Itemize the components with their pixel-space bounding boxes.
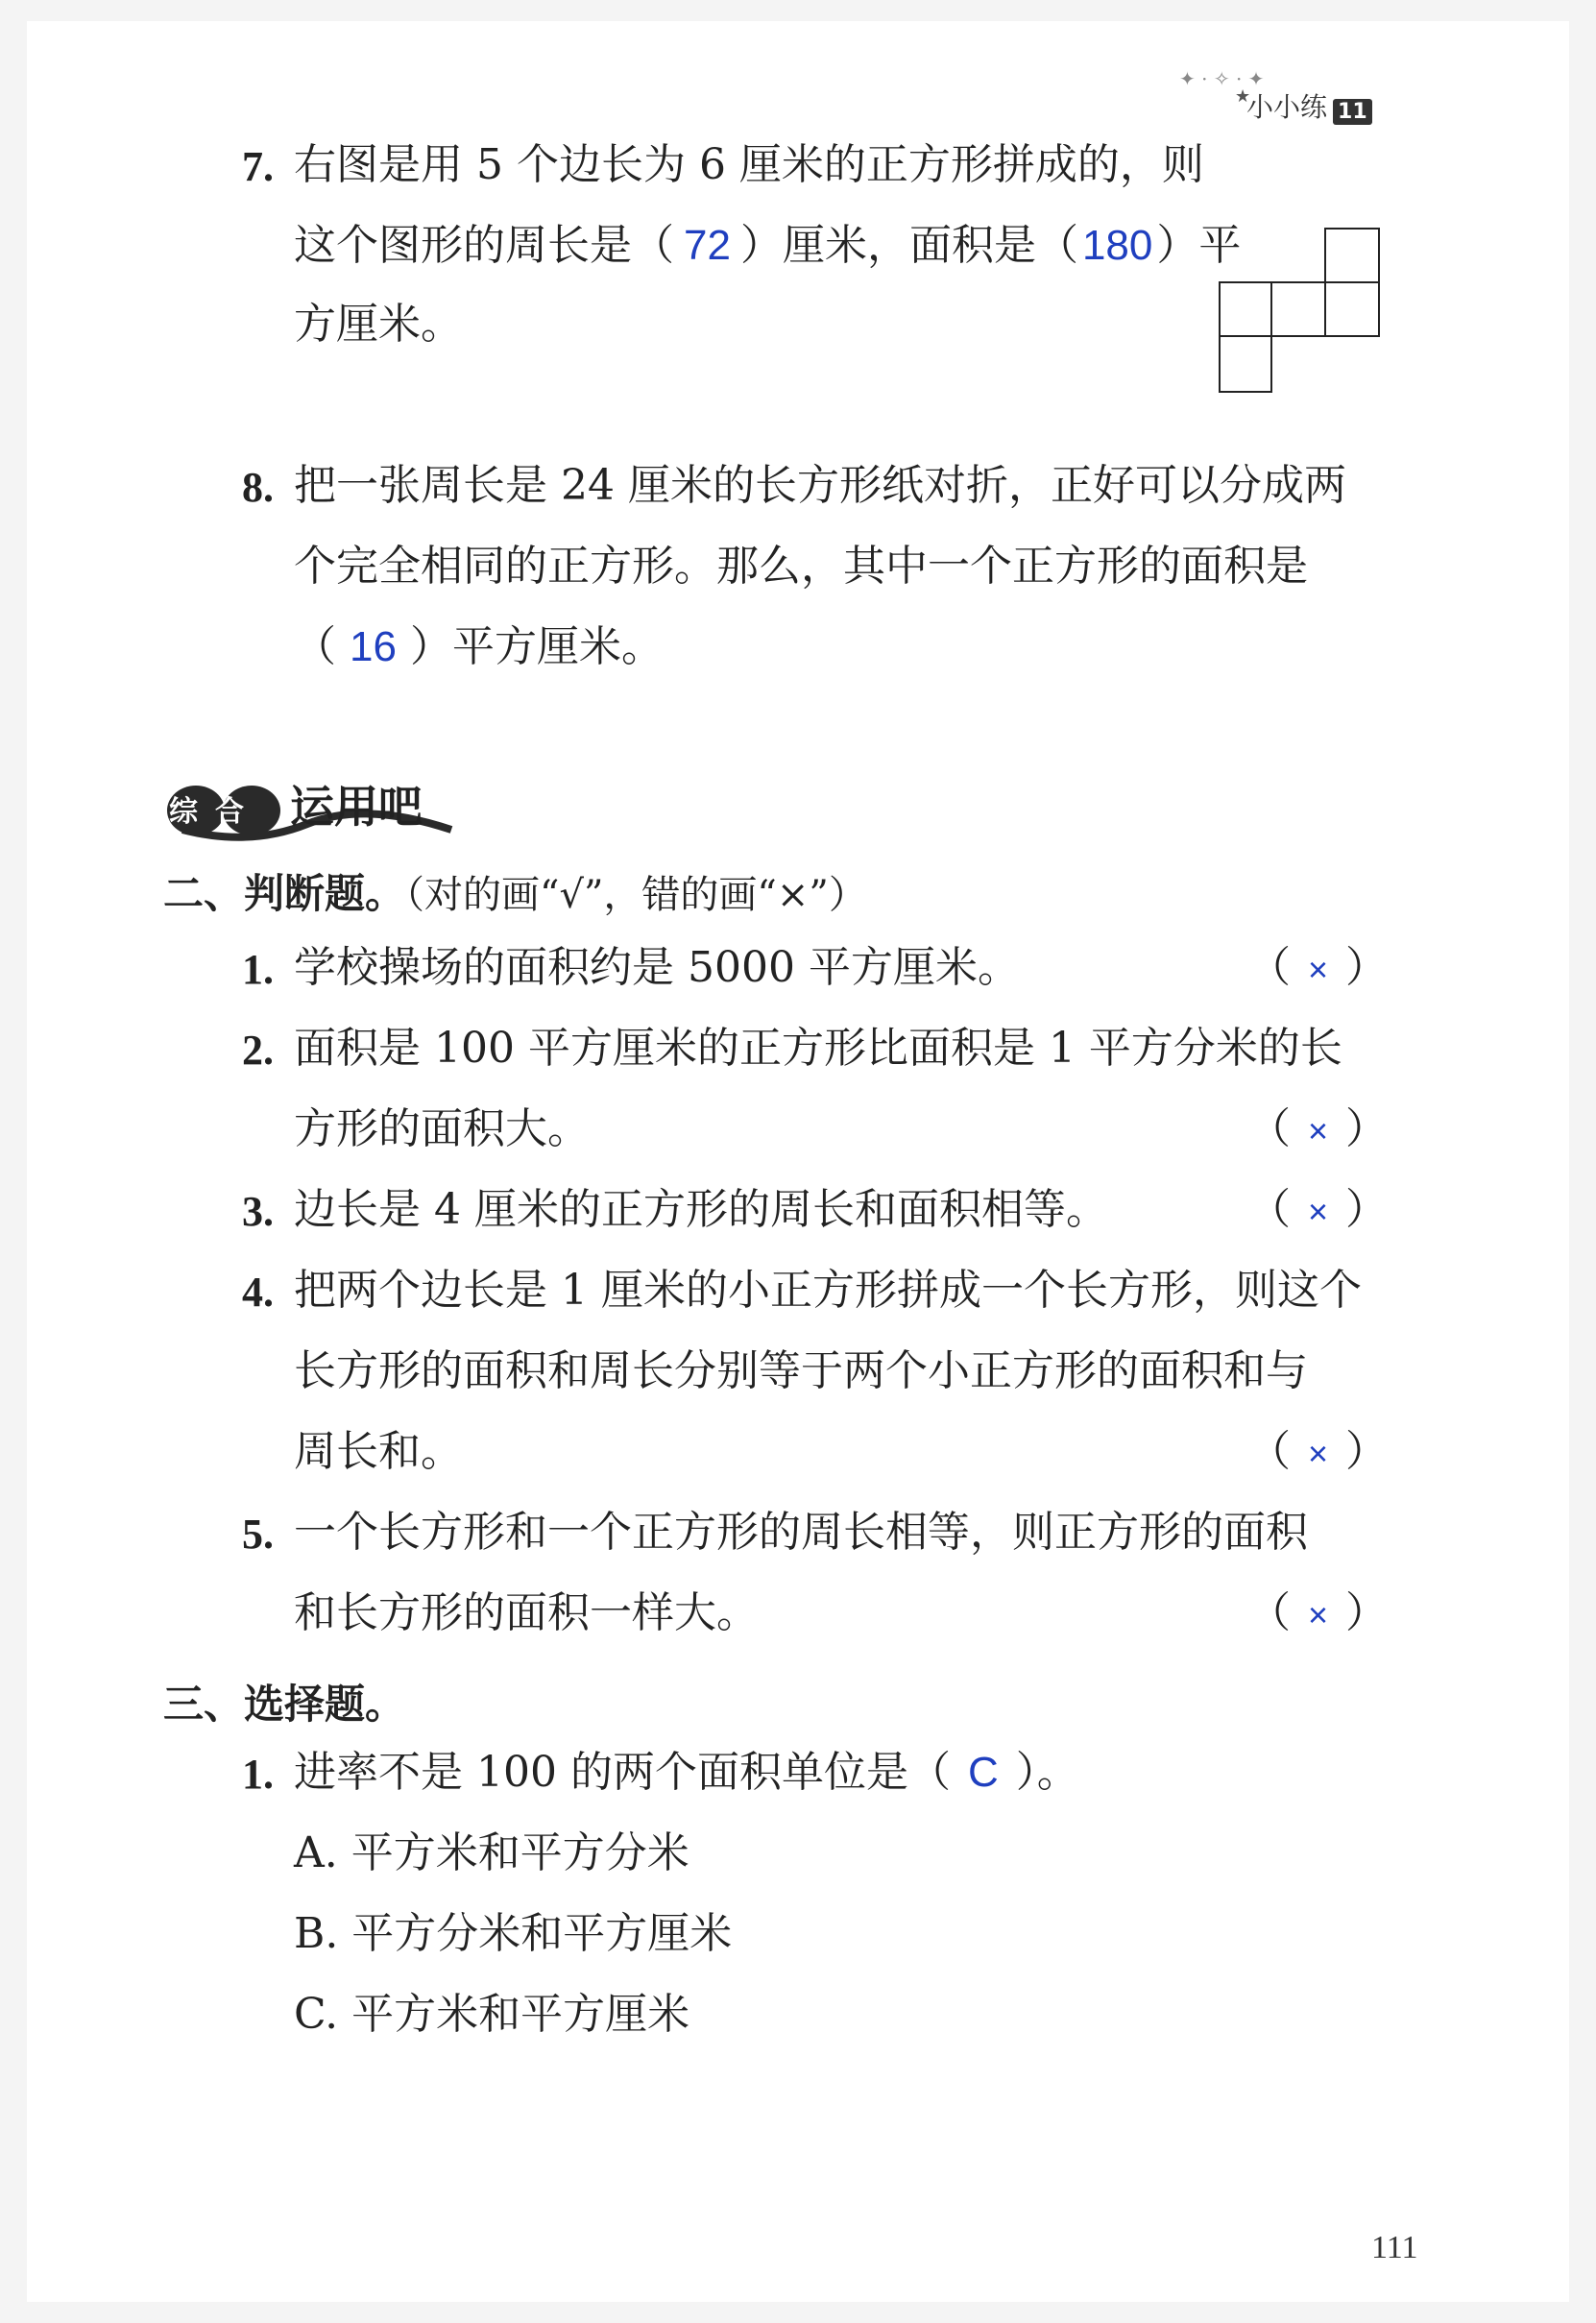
workbook-page — [27, 21, 1569, 2302]
q8-line3-a: （ — [294, 622, 336, 671]
q7-line1: 右图是用 5 个边长为 6 厘米的正方形拼成的，则 — [294, 140, 1204, 189]
judge-item-1-number: 1. — [242, 946, 274, 993]
judge-item-4-number: 4. — [242, 1269, 274, 1316]
figure-square — [1220, 336, 1271, 392]
judge-item-5-answer: × — [1308, 1595, 1329, 1634]
choice-q1-stem-b: ）。 — [1015, 1748, 1079, 1797]
q8-line1: 把一张周长是 24 厘米的长方形纸对折，正好可以分成两 — [294, 461, 1346, 510]
choice-q1-number: 1. — [242, 1751, 274, 1798]
judge-item-3-answer-box: （ × ） — [1248, 1185, 1389, 1234]
judge-item-2-answer-box: （ × ） — [1248, 1104, 1389, 1153]
choice-q1-option-c: C. 平方米和平方厘米 — [294, 1990, 690, 2039]
header-label: 小小练 — [1246, 91, 1328, 123]
q8-line3-b: ）平方厘米。 — [409, 622, 664, 671]
judge-item-1-line1: 学校操场的面积约是 5000 平方厘米。 — [294, 943, 1020, 992]
choice-q1-answer: C — [967, 1749, 999, 1796]
q8-number: 8. — [242, 464, 274, 511]
q7-line2-b: ）厘米，面积是（ — [739, 221, 1078, 270]
q8-line3 — [294, 622, 664, 672]
judge-item-3-line1: 边长是 4 厘米的正方形的周长和面积相等。 — [294, 1185, 1108, 1234]
judge-item-3-answer: × — [1308, 1192, 1329, 1231]
judge-item-2-answer: × — [1308, 1111, 1329, 1150]
q7-line2 — [294, 221, 1241, 271]
choice-q1-option-a: A. 平方米和平方分米 — [294, 1828, 689, 1877]
judge-item-2-number: 2. — [242, 1027, 274, 1074]
judge-item-5-number: 5. — [242, 1511, 274, 1558]
banner-part1: 综合 — [169, 795, 261, 829]
judge-item-4-answer: × — [1308, 1434, 1329, 1473]
judge-item-2-line2: 方形的面积大。 — [294, 1104, 590, 1153]
figure-square — [1220, 282, 1271, 336]
five-squares-figure — [1218, 227, 1383, 396]
judge-item-4-line2: 长方形的面积和周长分别等于两个小正方形的面积和与 — [294, 1346, 1308, 1395]
q7-line3: 方厘米。 — [294, 300, 463, 349]
page-number: 111 — [1371, 2230, 1418, 2265]
banner-part2: 运用吧 — [290, 781, 423, 833]
header-badge: 11 — [1333, 99, 1372, 125]
judge-item-4-answer-box: （ × ） — [1248, 1427, 1389, 1476]
figure-square — [1271, 282, 1325, 336]
section2-title: 二、判断题。 — [163, 870, 406, 917]
judge-item-4-line3: 周长和。 — [294, 1427, 463, 1476]
choice-q1-stem-a: 进率不是 100 的两个面积单位是（ — [294, 1748, 951, 1797]
choice-q1-stem — [294, 1748, 1079, 1798]
section-banner — [163, 755, 471, 851]
judge-item-1-answer: × — [1308, 950, 1329, 989]
q7-line2-c: ）平 — [1156, 221, 1242, 270]
q8-line2: 个完全相同的正方形。那么，其中一个正方形的面积是 — [294, 542, 1308, 591]
section2-heading — [163, 862, 867, 920]
q8-answer: 16 — [350, 623, 397, 670]
figure-square — [1325, 282, 1379, 336]
section2-instruction: （对的画“√”，错的画“×”） — [405, 873, 867, 917]
section3-title: 三、选择题。 — [163, 1681, 406, 1728]
judge-item-5-line1: 一个长方形和一个正方形的周长相等，则正方形的面积 — [294, 1508, 1308, 1557]
star-icon: ★ — [1235, 86, 1251, 107]
q7-answer-perimeter: 72 — [684, 222, 731, 269]
page-header — [1246, 86, 1372, 125]
judge-item-4-line1: 把两个边长是 1 厘米的小正方形拼成一个长方形，则这个 — [294, 1266, 1362, 1315]
judge-item-2-line1: 面积是 100 平方厘米的正方形比面积是 1 平方分米的长 — [294, 1024, 1342, 1073]
judge-item-5-line2: 和长方形的面积一样大。 — [294, 1588, 759, 1637]
q7-number: 7. — [242, 143, 274, 190]
judge-item-1-answer-box: （ × ） — [1248, 943, 1389, 992]
q7-line2-a: 这个图形的周长是（ — [294, 221, 674, 270]
judge-item-3-number: 3. — [242, 1188, 274, 1235]
figure-square — [1325, 229, 1379, 282]
judge-item-5-answer-box: （ × ） — [1248, 1588, 1389, 1637]
choice-q1-option-b: B. 平方分米和平方厘米 — [294, 1909, 733, 1958]
star-decoration-icon: ✦ · ✧ · ✦ — [1179, 67, 1265, 90]
q7-answer-area: 180 — [1081, 222, 1153, 269]
